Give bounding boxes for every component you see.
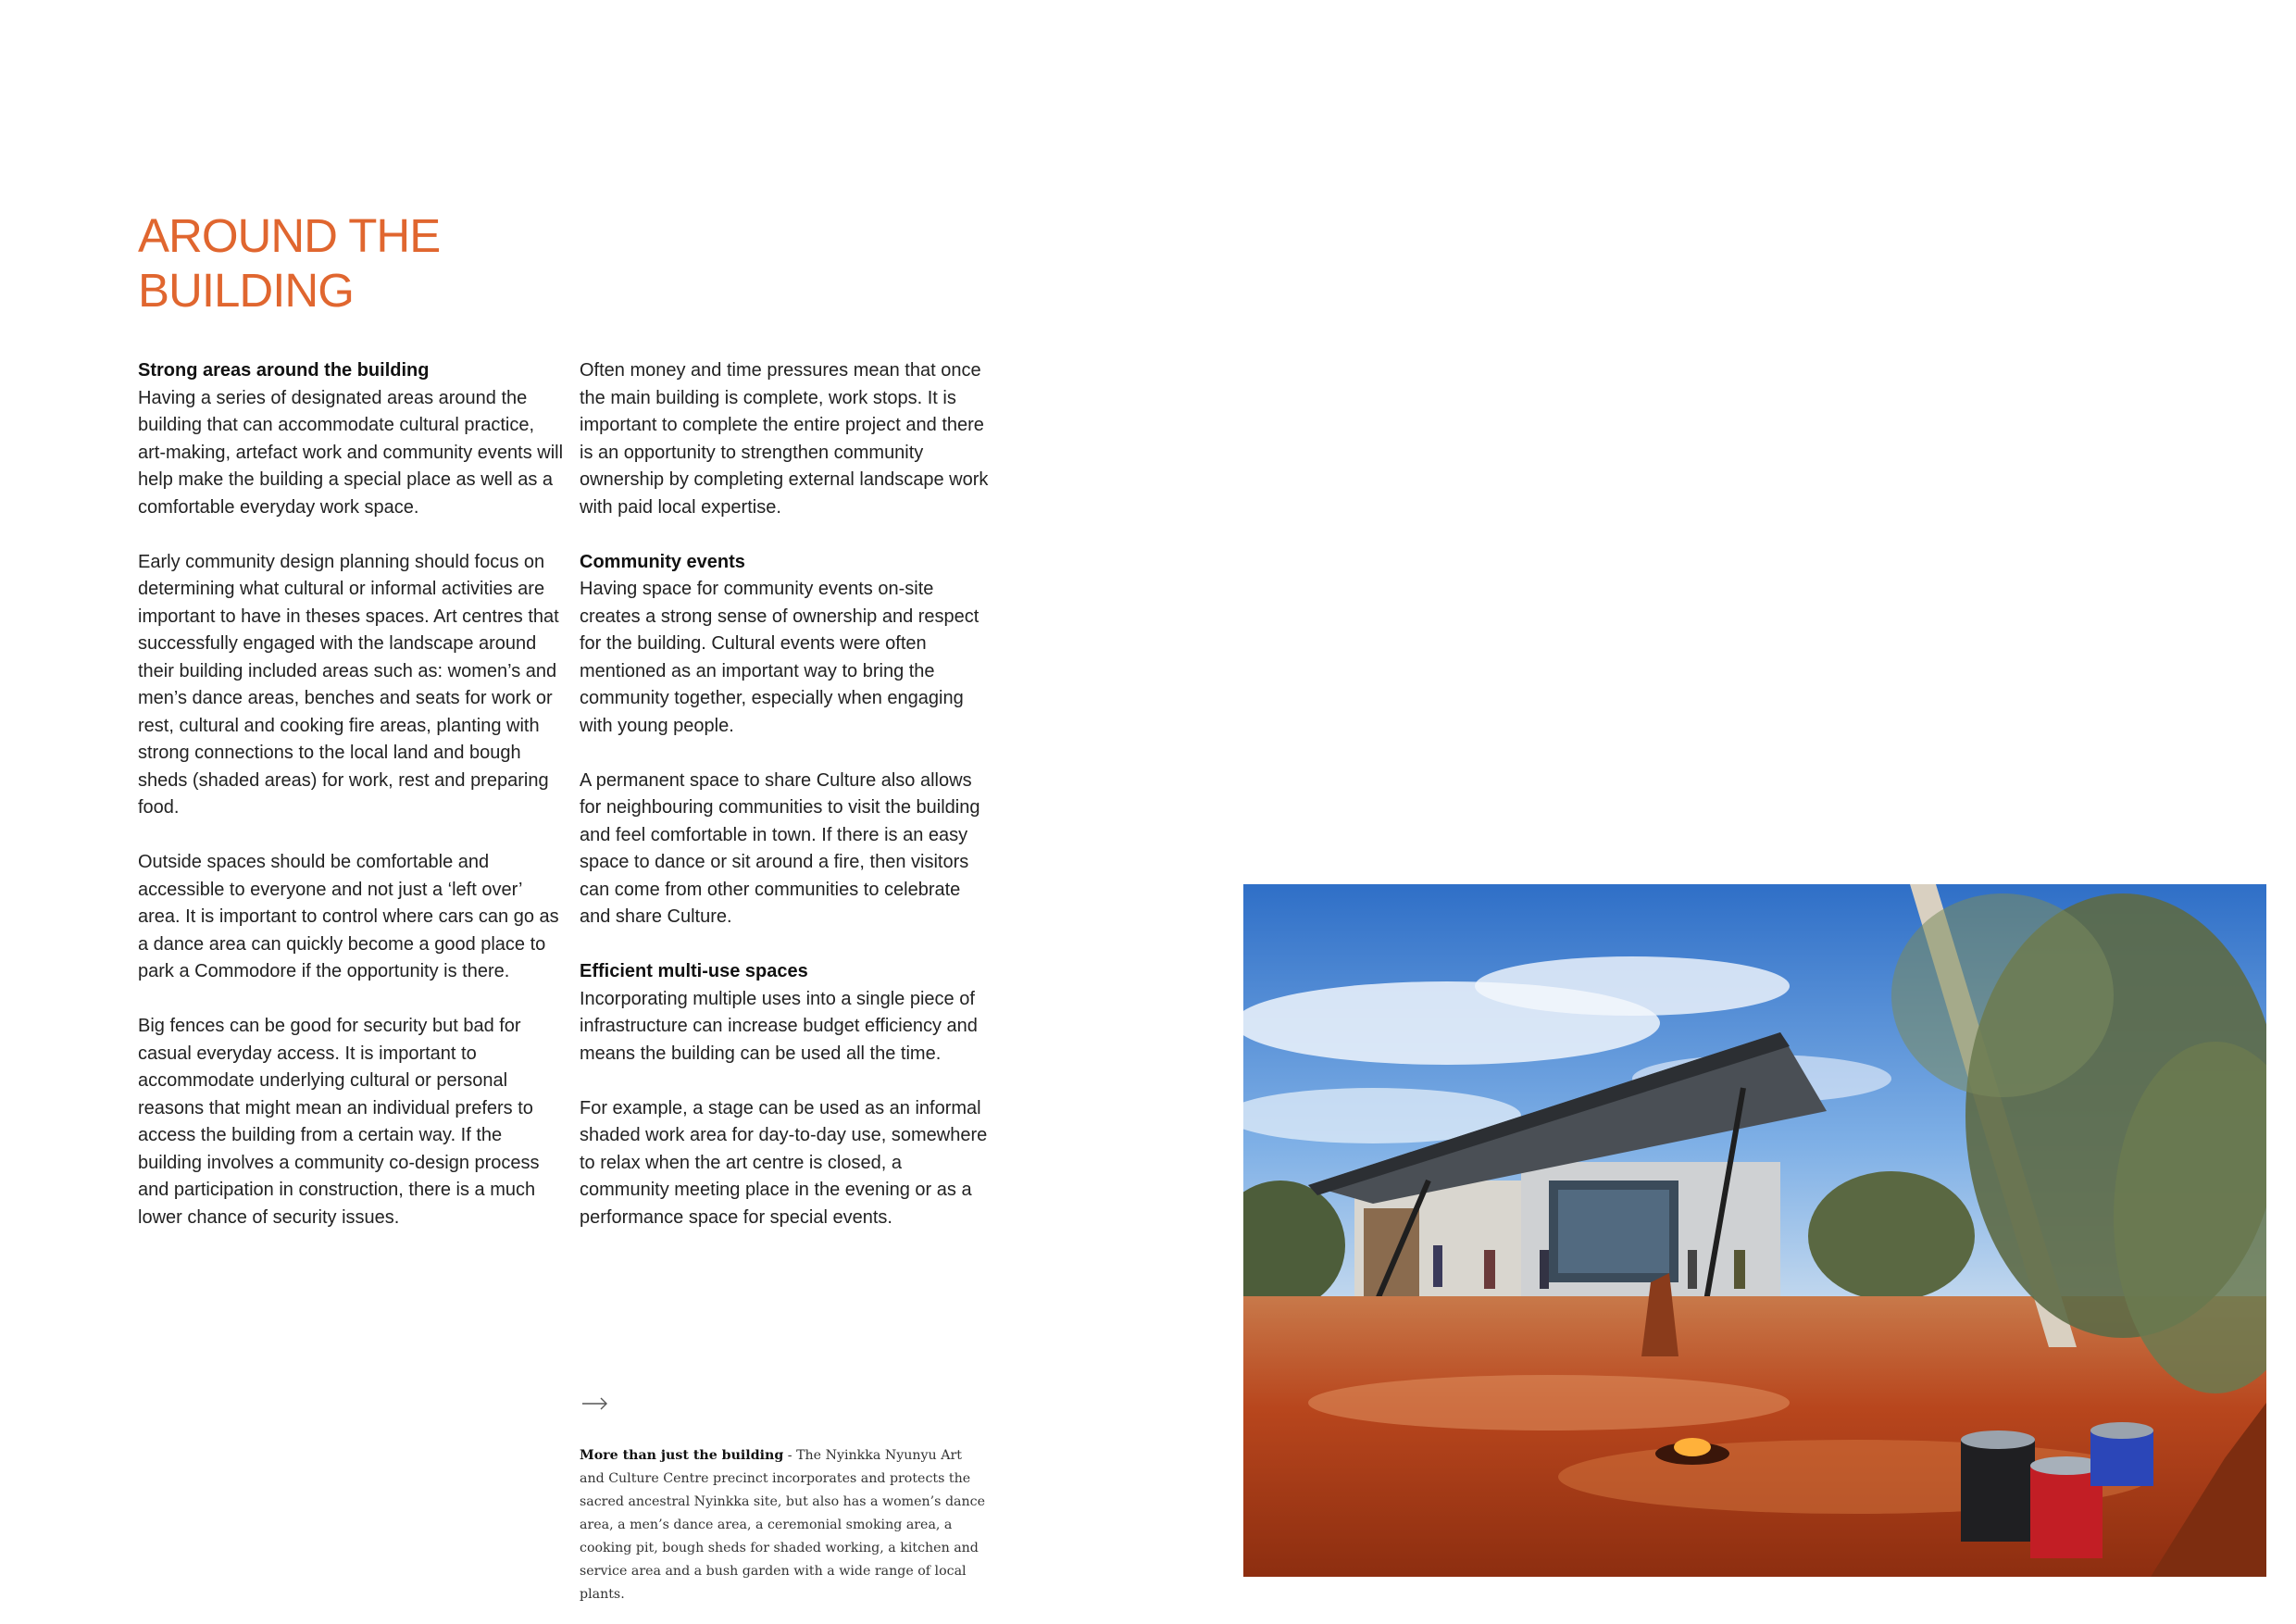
page-title [138,208,693,318]
art-centre-photo [1243,884,2266,1577]
caption-text: - The Nyinkka Nyunyu Art and Culture Centre precinct incorporates and protects the sacred ancestral Nyinkka site, but also has a women’s dance area, a men’s dance area, a ceremonial smoking area, a cooking pit, bough sheds for shaded working, a kitchen and service area and a bush garden with a wide range of local plants. [580,1448,985,1602]
left-text-column [138,357,564,1259]
right-text-column [580,357,996,1259]
page-title-line-1: AROUND THE [138,209,441,262]
paragraph: Big fences can be good for security but bad for casual everyday access. It is important to accommodate underlying cultural or personal reasons that might mean an individual prefers to access the building from a certain way. If the building involves a community co-design process and participation in construction, there is a much lower chance of security issues. [138,1016,540,1228]
photo-caption [580,1444,987,1606]
paragraph: Often money and time pressures mean that once the main building is complete, work stops. It is important to complete the entire project and there is an opportunity to strengthen community ownership by completing external landscape work with paid local expertise. [580,360,989,518]
section-heading-strong-areas: Strong areas around the building [138,360,430,381]
caption-title: More than just the building [580,1448,784,1463]
arrow-right-icon [581,1396,609,1411]
paragraph: A permanent space to share Culture also allows for neighbouring communities to visit the building and feel comfortable in town. If there is an easy space to dance or sit around a fire, then visitors can come from other communities to celebrate and share Culture. [580,769,980,927]
paragraph: Early community design planning should focus on determining what cultural or informal activities are important to have in theses spaces. Art centres that successfully engaged with the landscape around their building included areas such as: women’s and men’s dance areas, benches and seats for work or rest, cultural and cooking fire areas, planting with strong connections to the local land and bough sheds (shaded areas) for work, rest and preparing food. [138,551,559,818]
paragraph: Having space for community events on-site creates a strong sense of ownership and respect for the building. Cultural events were often mentioned as an important way to bring the community together, especially when engaging with young people. [580,579,980,736]
paragraph: Incorporating multiple uses into a single piece of infrastructure can increase budget efficiency and means the building can be used all the time. [580,988,978,1064]
section-heading-community-events: Community events [580,551,745,572]
paragraph: For example, a stage can be used as an informal shaded work area for day-to-day use, somewhere to relax when the art centre is closed, a community meeting place in the evening or as a performance space for special events. [580,1097,988,1228]
paragraph: Having a series of designated areas around the building that can accommodate cultural practice, art-making, artefact work and community events will help make the building a special place as well as a comfortable everyday work space. [138,387,564,518]
section-heading-multi-use: Efficient multi-use spaces [580,961,808,981]
page-title-line-2: BUILDING [138,264,354,317]
paragraph: Outside spaces should be comfortable and accessible to everyone and not just a ‘left over’ area. It is important to control where cars can go as a dance area can quickly become a good place to park a Commodore if the opportunity is there. [138,852,559,981]
